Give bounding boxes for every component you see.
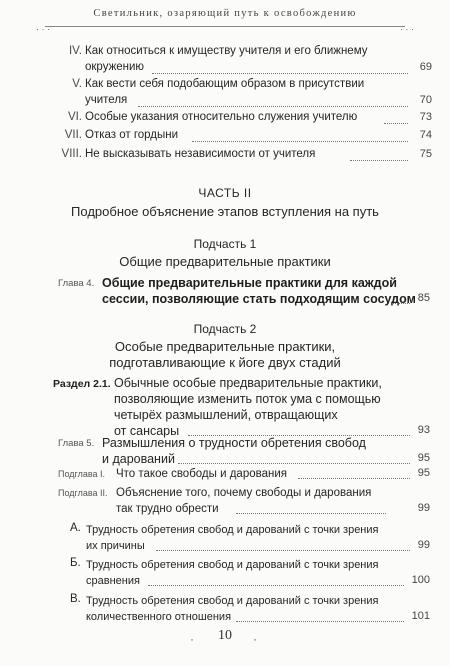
leader-dots <box>152 73 408 74</box>
header-dots-right: · · · <box>400 24 414 34</box>
leader-dots <box>384 123 408 124</box>
chapter-title-line2: сессии, позволяющие стать подходящим сосудом <box>102 292 416 306</box>
footer-dot-left: · <box>190 632 194 646</box>
item-page: 101 <box>411 610 430 622</box>
item-text-line2: окружению <box>85 61 145 73</box>
leader-dots <box>156 550 410 551</box>
header-dots-left: · · · <box>36 24 50 34</box>
subpart-1-title: Общие предварительные практики <box>119 254 331 269</box>
chapter-title-line1: Общие предварительные практики для каждой <box>102 276 397 290</box>
subpart-2-label: Подчасть 2 <box>193 322 257 336</box>
item-text-line2: сравнения <box>86 575 140 587</box>
leader-dots <box>192 141 408 142</box>
leader-dots <box>178 463 410 464</box>
item-number: V. <box>72 78 82 90</box>
section-title-line2: позволяющие изменить поток ума с помощью <box>114 392 381 406</box>
item-text-line1: Как относиться к имуществу учителя и его ближнему <box>85 45 368 57</box>
leader-dots <box>138 106 408 107</box>
subchapter-label: Подглава I. <box>58 469 106 479</box>
item-letter: А. <box>70 522 81 534</box>
chapter-label: Глава 4. <box>58 278 95 289</box>
subchapter-page: 95 <box>417 467 430 479</box>
subpart-2-title-line1: Особые предварительные практики, <box>114 339 336 354</box>
item-text-line1: Как вести себя подобающим образом в присутствии <box>85 78 365 90</box>
page-number: 10 <box>218 628 232 643</box>
subpart-2-title-line2: подготавливающие к йоге двух стадий <box>109 355 341 370</box>
item-number: VII. <box>64 129 82 141</box>
subchapter-label: Подглава II. <box>58 488 108 498</box>
item-page: 99 <box>417 539 430 551</box>
item-page: 73 <box>419 111 432 123</box>
item-text-line1: Особые указания относительно служения учителю <box>85 111 358 123</box>
footer-dot-right: · <box>253 632 257 646</box>
item-number: VIII. <box>61 148 82 160</box>
chapter-page: 95 <box>417 452 430 464</box>
leader-dots <box>148 585 404 586</box>
running-title: Светильник, озаряющий путь к освобождению <box>93 8 357 19</box>
section-title-line4: от сансары <box>114 424 180 438</box>
item-number: IV. <box>68 45 82 57</box>
subchapter-page: 99 <box>417 502 430 514</box>
section-title-line1: Обычные особые предварительные практики, <box>114 376 382 390</box>
item-text-line1: Отказ от гордыни <box>85 129 179 141</box>
subchapter-title-line1: Что такое свободы и дарования <box>116 468 287 480</box>
subchapter-title-line1: Объяснение того, почему свободы и дарования <box>116 487 372 499</box>
leader-dots <box>236 621 404 622</box>
part-title: ЧАСТЬ II <box>198 186 252 200</box>
leader-dots <box>236 513 386 514</box>
section-label: Раздел 2.1. <box>53 378 111 390</box>
leader-dots <box>392 303 410 304</box>
item-text-line2: количественного отношения <box>86 611 232 623</box>
item-page: 70 <box>419 94 432 106</box>
leader-dots <box>350 160 408 161</box>
item-letter: В. <box>70 593 81 605</box>
chapter-page: 85 <box>417 292 430 304</box>
item-text-line1: Не высказывать независимости от учителя <box>85 148 316 160</box>
header-rule <box>45 26 405 27</box>
item-page: 74 <box>419 129 432 141</box>
leader-dots <box>298 478 410 479</box>
item-text-line1: Трудность обретения свобод и дарований с точки зрения <box>86 524 379 536</box>
section-page: 93 <box>417 424 430 436</box>
item-page: 69 <box>419 61 432 73</box>
item-text-line1: Трудность обретения свобод и дарований с точки зрения <box>86 595 379 607</box>
item-text-line2: учителя <box>85 94 128 106</box>
chapter-title-line1: Размышления о трудности обретения свобод <box>102 436 366 450</box>
item-page: 100 <box>411 574 430 586</box>
chapter-title-line2: и дарований <box>102 452 175 466</box>
chapter-label: Глава 5. <box>58 438 95 449</box>
item-text-line2: их причины <box>86 540 145 552</box>
section-title-line3: четырёх размышлений, отвращающих <box>114 408 338 422</box>
item-text-line1: Трудность обретения свобод и дарований с точки зрения <box>86 559 379 571</box>
item-number: VI. <box>67 111 82 123</box>
item-page: 75 <box>419 148 432 160</box>
item-letter: Б. <box>70 557 81 569</box>
subchapter-title-line2: так трудно обрести <box>116 503 219 515</box>
subpart-1-label: Подчасть 1 <box>193 237 257 251</box>
part-subtitle: Подробное объяснение этапов вступления на путь <box>71 204 379 219</box>
